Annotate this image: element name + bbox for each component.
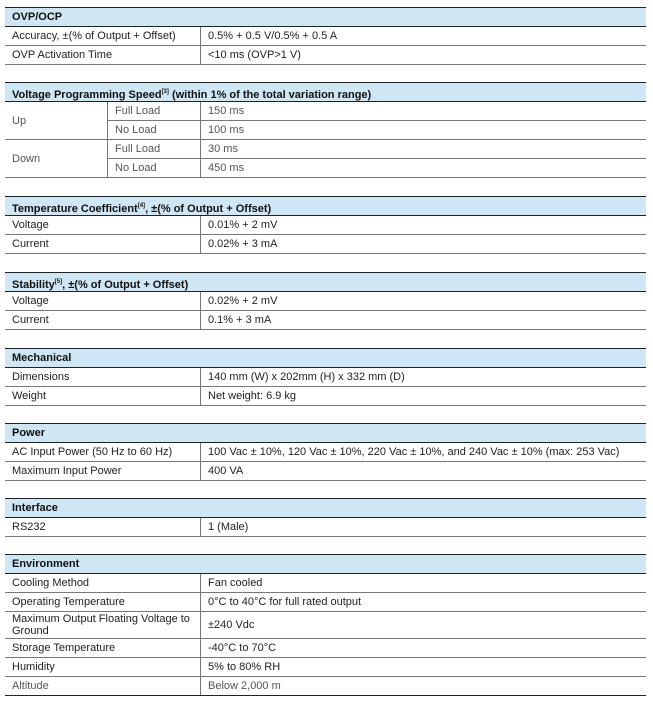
table-row [5, 593, 646, 612]
row-label: Weight [5, 387, 201, 405]
table-row [5, 235, 646, 254]
section-title [5, 272, 646, 292]
section-power [5, 423, 646, 481]
section-title-text: Voltage Programming Speed [12, 89, 162, 101]
section-ovp-ocp [5, 7, 646, 65]
table-row [5, 443, 646, 462]
row-value: 150 ms [208, 105, 245, 117]
section-voltage-programming-speed [5, 82, 646, 178]
group-label: Down [5, 140, 108, 177]
section-title [5, 196, 646, 216]
row-value: 5% to 80% RH [208, 661, 281, 673]
row-value: 450 ms [208, 162, 245, 174]
section-environment [5, 554, 646, 696]
row-label: No Load [108, 159, 201, 177]
table-row [5, 46, 646, 65]
row-label: Maximum Input Power [5, 462, 201, 480]
row-value: 100 ms [208, 124, 245, 136]
table-row [108, 120, 646, 139]
section-title [5, 82, 646, 102]
row-value: ±240 Vdc [208, 619, 255, 631]
row-value: -40°C to 70°C [208, 642, 277, 654]
row-value: 30 ms [208, 143, 238, 155]
row-value: 1 (Male) [208, 521, 249, 533]
row-label: AC Input Power (50 Hz to 60 Hz) [5, 443, 201, 461]
table-row [5, 677, 646, 696]
row-label: Current [5, 235, 201, 253]
table-row [5, 658, 646, 677]
row-value: 400 VA [208, 465, 244, 477]
row-label: Full Load [108, 140, 201, 158]
row-label: Voltage [5, 216, 201, 234]
row-label: Operating Temperature [5, 593, 201, 611]
table-row [5, 574, 646, 593]
table-row [5, 27, 646, 46]
row-value: 0.02% + 2 mV [208, 295, 278, 307]
section-interface [5, 498, 646, 537]
row-value: 100 Vac ± 10%, 120 Vac ± 10%, 220 Vac ± 10%, and 240 Vac ± 10% (max: 253 Vac) [208, 446, 620, 458]
row-value: 0.01% + 2 mV [208, 219, 278, 231]
section-title-tail: , ±(% of Output + Offset) [145, 203, 272, 215]
row-value: Net weight: 6.9 kg [208, 390, 297, 402]
table-row [5, 311, 646, 330]
row-value: Fan cooled [208, 577, 263, 589]
section-mechanical [5, 348, 646, 406]
row-label: No Load [108, 121, 201, 139]
row-value: 0.5% + 0.5 V/0.5% + 0.5 A [208, 30, 338, 42]
row-label: RS232 [5, 518, 201, 536]
row-value: <10 ms (OVP>1 V) [208, 49, 301, 61]
section-stability [5, 272, 646, 330]
section-title-text: Temperature Coefficient [12, 203, 138, 215]
row-value: 0.02% + 3 mA [208, 238, 278, 250]
table-row [108, 102, 646, 120]
table-row [5, 216, 646, 235]
section-title-tail: , ±(% of Output + Offset) [62, 279, 189, 291]
row-value: 0.1% + 3 mA [208, 314, 272, 326]
speed-group-down [5, 140, 646, 178]
section-title: OVP/OCP [5, 7, 646, 27]
table-row [108, 158, 646, 177]
footnote-ref: [3] [161, 89, 169, 95]
section-title: Power [5, 423, 646, 443]
table-row [108, 140, 646, 158]
section-title: Mechanical [5, 348, 646, 368]
row-label: Storage Temperature [5, 639, 201, 657]
section-temperature-coefficient [5, 196, 646, 254]
row-label: Voltage [5, 292, 201, 310]
row-label: Full Load [108, 102, 201, 120]
footnote-ref: [4] [137, 203, 146, 209]
row-label: Altitude [5, 677, 201, 695]
row-label: Accuracy, ±(% of Output + Offset) [5, 27, 201, 45]
group-label: Up [5, 102, 108, 139]
row-label: Dimensions [5, 368, 201, 386]
table-row [5, 612, 646, 639]
row-label: Maximum Output Floating Voltage to Ground [5, 612, 201, 638]
row-label: Current [5, 311, 201, 329]
table-row [5, 292, 646, 311]
table-row [5, 368, 646, 387]
section-title-text: Stability [12, 279, 55, 291]
section-title-tail: (within 1% of the total variation range) [168, 89, 372, 101]
speed-group-up [5, 102, 646, 140]
row-value: 0°C to 40°C for full rated output [208, 596, 362, 608]
table-row [5, 639, 646, 658]
table-row [5, 462, 646, 481]
table-row [5, 387, 646, 406]
row-value: Below 2,000 m [208, 680, 281, 692]
row-label: Cooling Method [5, 574, 201, 592]
row-value: 140 mm (W) x 202mm (H) x 332 mm (D) [208, 371, 405, 383]
row-label: OVP Activation Time [5, 46, 201, 64]
table-row [5, 518, 646, 537]
section-title: Environment [5, 554, 646, 574]
section-title: Interface [5, 498, 646, 518]
row-label: Humidity [5, 658, 201, 676]
footnote-ref: [5] [54, 279, 63, 285]
